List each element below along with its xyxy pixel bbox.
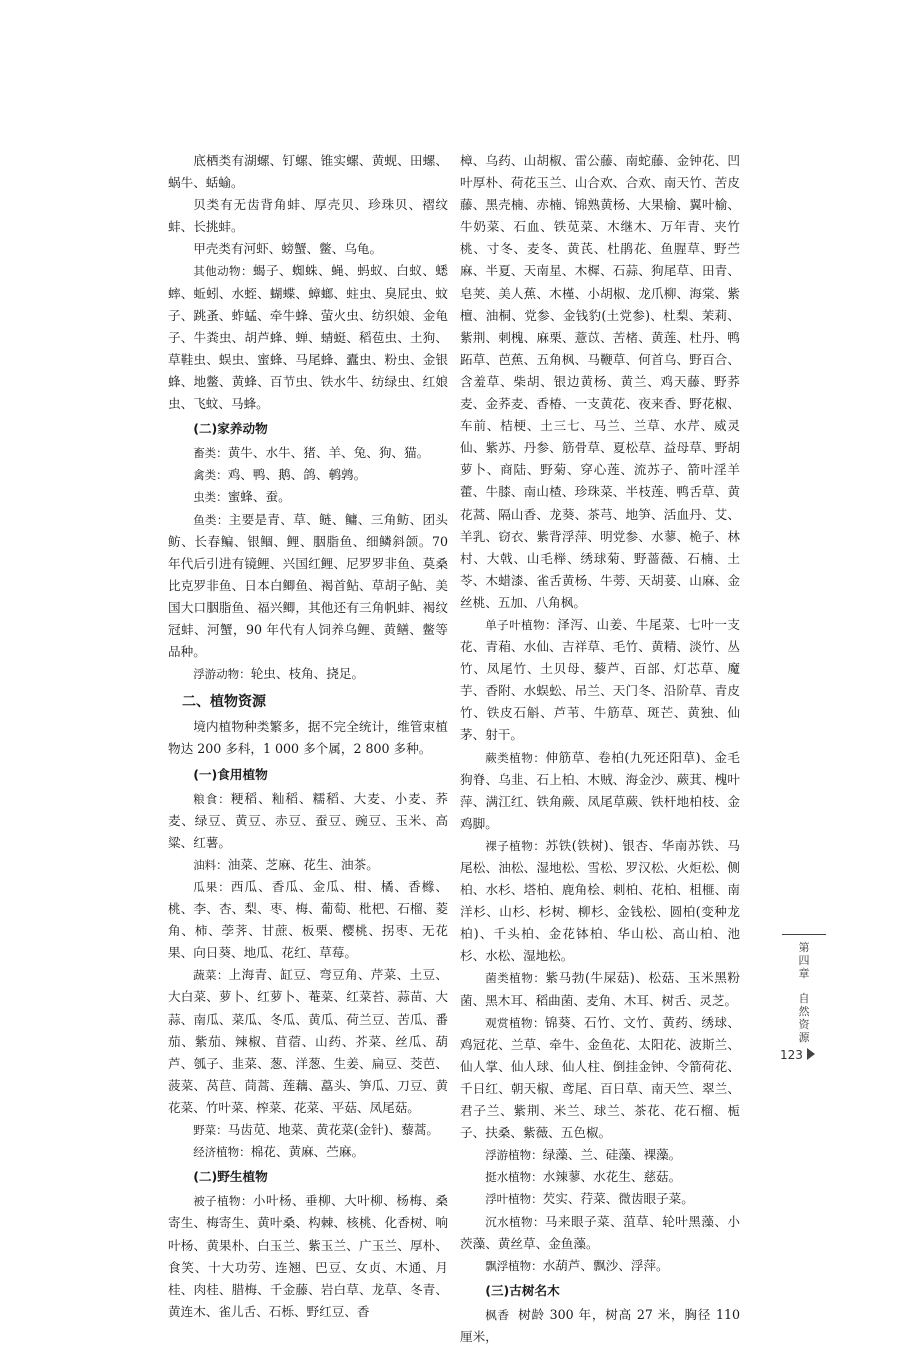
paragraph-text: 油菜、芝麻、花生、油茶。 [227,856,379,872]
paragraph-text: 樟、乌药、山胡椒、雷公藤、南蛇藤、金钟花、凹叶厚朴、荷花玉兰、山合欢、合欢、南天竹、苦皮藤、黑壳楠、赤楠、锦熟黄杨、大果榆、翼叶榆、牛奶菜、石血、铁苋菜、木继木、万年青、夹竹桃、寸冬、麦冬、黄芪、杜鹃花、鱼腥草、野苎麻、半夏、天南星、木樨、石蒜、狗尾草、田青、皂荚、美人蕉、木槿、小胡椒、龙爪柳、海棠、紫檀、油桐、党参、金钱豹(土党参)、杜梨、茉莉、紫荆、刺槐、麻栗、薏苡、苦楮、黄莲、杜丹、鸭跖草、芭蕉、五角枫、马鞭草、何首乌、野百合、含羞草、柴胡、银边黄杨、黄兰、鸡天藤、野荞麦、金荞麦、香椿、一支黄花、夜来香、野花椒、车前、桔梗、土三七、马兰、兰草、水芹、威灵仙、紫苏、丹参、筋骨草、夏松草、益母草、野胡萝卜、商陆、野菊、穿心莲、流苏子、箭叶淫羊藿、牛膝、南山楂、珍珠菜、半枝莲、鸭舌草、黄花蒿、隔山香、龙葵、茶芎、地笋、活血丹、艾、羊乳、窃衣、紫背浮萍、明党参、水蓼、桅子、林村、大戟、山毛榉、绣球菊、野蔷薇、石楠、土苓、木蜡漆、雀舌黄杨、牛蒡、天胡荽、山麻、金丝桃、五加、八角枫。 [460,153,740,610]
entry-label: 虫类： [193,490,228,505]
paragraph [168,464,448,486]
paragraph-text: 伸筋草、卷柏(九死还阳草)、金毛狗脊、乌韭、石上柏、木贼、海金沙、蕨萁、槐叶萍、满江红、铁角蕨、凤尾草蕨、铁杆地柏枝、金鸡脚。 [460,749,741,831]
paragraph-text: 锦葵、石竹、文竹、黄药、绣球、鸡冠花、兰草、牵牛、金鱼花、太阳花、波斯兰、仙人掌、仙人球、仙人柱、倒挂金钟、令箭荷花、千日红、朝天椒、鸢尾、百日草、南天竺、翠兰、君子兰、紫荆、米兰、球兰、茶花、花石榴、栀子、扶桑、紫薇、五色椒。 [460,1014,741,1141]
paragraph-text: 水葫芦、飘沙、浮萍。 [542,1257,669,1273]
paragraph [460,967,740,1011]
entry-label: 蕨类植物： [485,750,546,765]
paragraph-text: 泽泻、山姜、牛尾菜、七叶一支花、青葙、水仙、吉祥草、毛竹、黄精、淡竹、丛竹、凤尾竹、土贝母、藜芦、百部、灯芯草、魔芋、香附、水蜈蚣、吊兰、天门冬、沿阶草、青皮竹、铁皮石斛、芦苇、牛筋草、斑芒、黄独、仙茅、射干。 [460,616,740,743]
left-column [168,150,448,1323]
paragraph-text: 棉花、黄麻、苎麻。 [250,1144,365,1160]
paragraph-text: 树龄 300 年，树高 27 米，胸径 110 厘米， [460,1306,740,1344]
paragraph [168,442,448,464]
paragraph [168,150,448,194]
paragraph-text: (二)野生植物 [193,1169,268,1185]
paragraph-text: 主要是青、草、鲢、鳙、三角鲂、团头鲂、长春鳊、银鲴、鲤、胭脂鱼、细鳞斜颌。70 年代后引进有镜鲤、兴国红鲤、尼罗罗非鱼、莫桑比克罗非鱼、日本白鲫鱼、褐首鲇、草胡子鲇、美国大口胭脂鱼、福兴鲫，其他还有三角帆蚌、褐纹冠蚌、河蟹，90 年代有人饲养乌鲤、黄鳝、鳖等品种。 [168,511,449,660]
page-number-text: 123 [780,1048,803,1062]
entry-label: 菌类植物： [485,971,546,986]
entry-label: 其他动物： [193,264,253,279]
entry-label: 粮食： [193,791,231,806]
paragraph-text: 粳稻、籼稻、糯稻、大麦、小麦、荞麦、绿豆、黄豆、赤豆、蚕豆、豌豆、玉米、高粱、红薯。 [168,790,449,850]
paragraph-text: 马齿苋、地菜、黄花菜(金针)、藜蒿。 [227,1122,440,1138]
paragraph-text: (二)家养动物 [193,421,268,437]
entry-label: 观赏植物： [485,1015,545,1030]
paragraph [460,1188,740,1210]
entry-label: 被子植物： [193,1194,253,1209]
side-tab-top-rule [782,934,826,935]
paragraph [460,835,740,968]
paragraph [168,876,448,964]
paragraph-text: 紫马勃(牛屎菇)、松菇、玉米黑粉菌、黑木耳、稻曲菌、麦角、木耳、树舌、灵芝。 [460,970,741,1008]
entry-label: 瓜果： [193,880,231,894]
paragraph-text: 上海青、缸豆、弯豆角、芹菜、土豆、大白菜、萝卜、红萝卜、菴菜、红菜苔、蒜苗、大蒜、南瓜、菜瓜、冬瓜、黄瓜、荷兰豆、苦瓜、番茄、紫茄、辣椒、苜蓿、山药、芥菜、丝瓜、葫芦、瓠子、韭菜、葱、洋葱、生姜、扁豆、茭芭、菠菜、莴苣、茼蒿、莲藕、藠头、笋瓜、刀豆、黄花菜、竹叶菜、榨菜、花菜、平菇、凤尾菇。 [168,967,449,1115]
paragraph [460,1211,740,1255]
paragraph-text: 甲壳类有河虾、螃蟹、鳖、乌龟。 [193,241,383,257]
paragraph [460,1255,740,1277]
paragraph [168,260,448,415]
paragraph [168,1119,448,1141]
entry-label: 飘浮植物： [485,1258,543,1273]
paragraph-text: 二、植物资源 [182,694,266,711]
paragraph-text: 芡实、荇菜、微齿眼子菜。 [542,1191,694,1207]
entry-label: 沉水植物： [485,1214,545,1229]
paragraph [168,964,448,1119]
entry-label: 油料： [193,857,228,872]
paragraph [168,1141,448,1163]
paragraph-text: 马来眼子菜、菹草、轮叶黑藻、小茨藻、黄丝草、金鱼藻。 [460,1213,741,1251]
paragraph-text: 蝎子、蜘蛛、蝇、蚂蚁、白蚁、蟋蟀、蚯蚓、水蛭、蝴蝶、蟑螂、蛀虫、臭屁虫、蚊子、跳蚤、蚱蜢、牵牛蜂、萤火虫、纺织娘、金龟子、牛粪虫、胡芦蜂、蝉、蜻蜓、稻苞虫、土狗、草鞋虫、蜈虫、蜜蜂、马尾蜂、蠹虫、粉虫、金银蜂、地鳖、黄蜂、百节虫、铁水牛、纺绿虫、红娘虫、飞蚊、马蜂。 [168,263,449,412]
entry-label: 单子叶植物： [485,617,558,632]
entry-label: 浮游植物： [485,1148,543,1163]
paragraph [460,614,740,747]
entry-label: 鱼类： [193,512,229,527]
paragraph-text: 蜜蜂、蚕。 [227,489,291,505]
subsection-heading [168,764,448,786]
entry-label: 禽类： [193,468,228,483]
paragraph [460,747,740,835]
paragraph [168,238,448,260]
entry-label: 浮叶植物： [485,1192,543,1207]
paragraph-text: 黄牛、水牛、猪、羊、兔、狗、猫。 [227,445,430,461]
entry-label: 畜类： [193,446,228,461]
section-label: 自然资源 [798,992,810,1044]
entry-label: 浮游动物： [193,667,251,682]
paragraph-text: (一)食用植物 [193,766,268,782]
paragraph [168,1190,448,1323]
paragraph [168,509,448,664]
entry-label: 挺水植物： [485,1170,543,1185]
paragraph-text: 西瓜、香瓜、金瓜、柑、橘、香橼、桃、李、杏、梨、枣、梅、葡萄、枇杷、石榴、菱角、柿、荸荠、甘蔗、板栗、樱桃、拐枣、无花果、向日葵、地瓜、花红、草莓。 [168,879,449,961]
paragraph-text: (三)古树名木 [485,1282,560,1298]
entry-label: 野菜： [193,1123,228,1138]
paragraph-text: 轮虫、枝角、挠足。 [250,666,365,682]
paragraph-text: 小叶杨、垂柳、大叶柳、杨梅、桑寄生、梅寄生、黄叶桑、构棘、核桃、化香树、响叶杨、黄果朴、白玉兰、紫玉兰、广玉兰、厚朴、食笑、十大功劳、连翘、巴豆、女贞、木通、月桂、肉桂、腊梅、千金藤、岩白草、龙草、冬青、黄连木、雀儿舌、石栎、野红豆、香 [168,1193,449,1319]
paragraph [168,788,448,854]
paragraph [168,194,448,238]
paragraph-text: 水辣蓼、水花生、慈菇。 [542,1169,682,1185]
paragraph-text: 鸡、鸭、鹅、鸽、鹌鹑。 [227,467,367,483]
entry-label: 枫香 [485,1307,510,1322]
chapter-side-tab [782,934,826,1044]
entry-label: 裸子植物： [485,838,546,853]
paragraph [460,150,740,614]
page-arrow-icon [807,1048,815,1060]
paragraph-text: 底栖类有湖螺、钉螺、锥实螺、黄蚬、田螺、蜗牛、蛞蝓。 [168,153,448,191]
subsection-heading [168,418,448,440]
subsection-heading [168,1166,448,1188]
right-column [460,150,740,1348]
subsection-heading [460,1280,740,1302]
paragraph-text: 苏铁(铁树)、银杏、华南苏铁、马尾松、油松、湿地松、雪松、罗汉松、火炬松、侧柏、水杉、塔柏、鹿角桧、刺柏、花柏、柤榧、南洋杉、山杉、杉树、柳杉、金钱松、圆柏(变种龙柏)、千头柏、金花钵柏、华山松、高山柏、池杉、水松、湿地松。 [460,837,741,964]
entry-label: 经济植物： [193,1145,251,1160]
paragraph [460,1012,740,1145]
paragraph-text: 贝类有无齿背角蚌、厚壳贝、珍珠贝、褶纹蚌、长挑蚌。 [168,197,448,235]
paragraph [168,854,448,876]
section-heading [168,691,448,713]
paragraph [460,1166,740,1188]
paragraph [168,663,448,685]
paragraph [168,716,448,760]
chapter-label: 第四章 [798,941,810,980]
page-number [780,1048,815,1062]
entry-label: 蔬菜： [193,968,229,983]
paragraph [460,1144,740,1166]
paragraph-text: 境内植物种类繁多，据不完全统计，维管束植物达 200 多科，1 000 多个属，2 800 多种。 [168,719,448,757]
paragraph [168,486,448,508]
paragraph [460,1304,740,1348]
paragraph-text: 绿藻、兰、硅藻、裸藻。 [542,1147,682,1163]
